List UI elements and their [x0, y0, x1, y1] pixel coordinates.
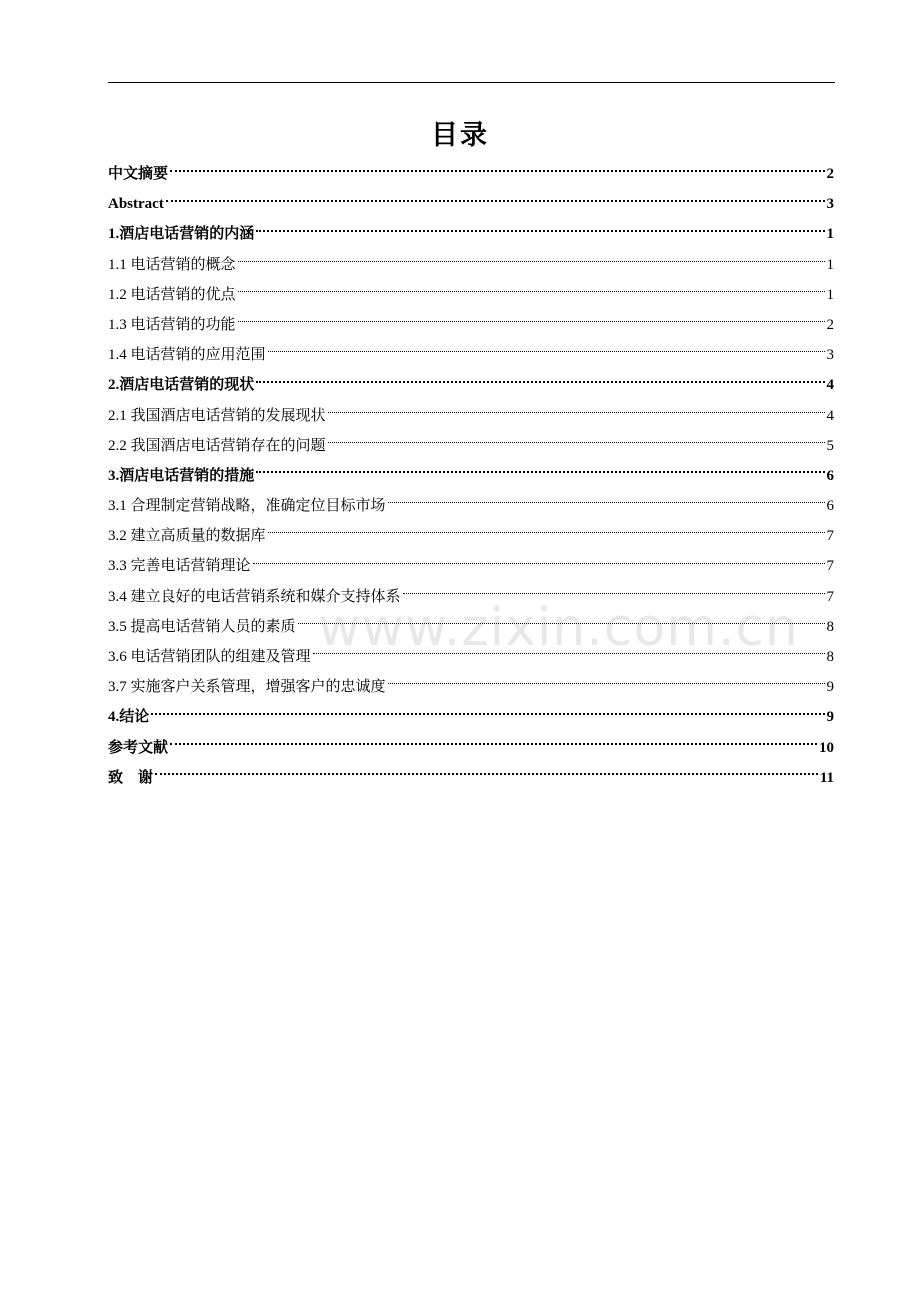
toc-dot-leader [256, 229, 824, 232]
toc-dot-leader [388, 682, 825, 684]
toc-dot-leader [238, 260, 825, 262]
toc-entry[interactable] [108, 521, 834, 551]
toc-entry[interactable] [108, 612, 834, 642]
toc-entry-label: 3.1 合理制定营销战略，准确定位目标市场 [108, 498, 386, 515]
toc-entry-label: 1.酒店电话营销的内涵 [108, 226, 255, 243]
toc-dot-leader [155, 772, 818, 775]
toc-entry-label: 参考文献 [108, 739, 169, 756]
toc-entry[interactable] [108, 763, 834, 793]
toc-entry[interactable] [108, 280, 834, 310]
toc-dot-leader [166, 199, 825, 202]
toc-entry[interactable] [108, 733, 834, 763]
toc-dot-leader [253, 562, 825, 564]
toc-entry[interactable] [108, 672, 834, 702]
toc-entry-page: 9 [826, 679, 834, 696]
toc-entry-label: 3.2 建立高质量的数据库 [108, 528, 266, 545]
toc-dot-leader [403, 592, 825, 594]
toc-entry[interactable] [108, 340, 834, 370]
toc-entry-page: 2 [826, 166, 834, 182]
toc-entry-page: 4 [826, 377, 834, 394]
toc-dot-leader [313, 652, 825, 654]
toc-entry-label: 3.酒店电话营销的措施 [108, 467, 255, 484]
toc-dot-leader [268, 350, 825, 352]
toc-entry-label: 2.酒店电话营销的现状 [108, 377, 255, 394]
toc-entry[interactable] [108, 159, 834, 189]
toc-dot-leader [256, 380, 824, 383]
toc-entry-label: 2.2 我国酒店电话营销存在的问题 [108, 437, 326, 454]
toc-entry-label: 4.结论 [108, 709, 150, 726]
toc-entry-page: 8 [826, 649, 834, 665]
toc-entry-label: 3.6 电话营销团队的组建及管理 [108, 649, 311, 665]
toc-entry[interactable] [108, 642, 834, 672]
toc-dot-leader [238, 320, 825, 322]
toc-entry-page: 10 [819, 739, 834, 756]
toc-entry-label: 致 谢 [108, 769, 154, 786]
toc-entry-label: 3.7 实施客户关系管理，增强客户的忠诚度 [108, 679, 386, 696]
toc-entry-page: 6 [826, 467, 834, 484]
toc-dot-leader [170, 742, 817, 745]
toc-dot-leader [328, 441, 825, 443]
toc-entry-page: 7 [826, 588, 834, 605]
toc-entry-page: 3 [826, 196, 834, 213]
toc-entry[interactable] [108, 431, 834, 461]
toc-entry-label: 3.4 建立良好的电话营销系统和媒介支持体系 [108, 588, 401, 605]
toc-dot-leader [256, 470, 824, 473]
table-of-contents [108, 159, 834, 793]
toc-entry-page: 1 [826, 256, 834, 273]
toc-entry-page: 7 [826, 558, 834, 575]
toc-dot-leader [238, 290, 825, 292]
toc-entry-page: 11 [819, 769, 834, 786]
watermark: www.zixin.com.cn [318, 598, 799, 658]
toc-dot-leader [170, 169, 824, 172]
toc-entry[interactable] [108, 582, 834, 612]
toc-dot-leader [328, 411, 825, 413]
toc-entry[interactable] [108, 491, 834, 521]
toc-entry-page: 1 [826, 226, 834, 243]
toc-entry-page: 9 [826, 709, 834, 726]
toc-entry[interactable] [108, 189, 834, 219]
toc-entry-label: 1.3 电话营销的功能 [108, 316, 236, 333]
toc-entry-page: 3 [826, 347, 834, 364]
toc-entry[interactable] [108, 702, 834, 732]
toc-dot-leader [298, 622, 825, 624]
header-rule [108, 82, 835, 83]
toc-entry-label: 3.5 提高电话营销人员的素质 [108, 618, 296, 635]
toc-entry[interactable] [108, 250, 834, 280]
toc-entry[interactable] [108, 401, 834, 431]
toc-entry-label: 2.1 我国酒店电话营销的发展现状 [108, 407, 326, 424]
toc-entry-label: 3.3 完善电话营销理论 [108, 558, 251, 575]
toc-entry[interactable] [108, 219, 834, 249]
toc-entry-label: 1.4 电话营销的应用范围 [108, 347, 266, 364]
toc-entry-label: 中文摘要 [108, 166, 169, 182]
toc-entry-page: 7 [826, 528, 834, 545]
toc-entry[interactable] [108, 551, 834, 581]
toc-entry-label: 1.2 电话营销的优点 [108, 286, 236, 303]
toc-dot-leader [268, 531, 825, 533]
toc-entry[interactable] [108, 461, 834, 491]
toc-entry-page: 5 [826, 437, 834, 454]
toc-dot-leader [388, 501, 825, 503]
toc-entry[interactable] [108, 310, 834, 340]
toc-entry[interactable] [108, 370, 834, 400]
page-title: 目录 [431, 120, 489, 151]
toc-dot-leader [151, 712, 824, 715]
toc-entry-page: 1 [826, 286, 834, 303]
toc-entry-page: 4 [826, 407, 834, 424]
toc-entry-label: Abstract [108, 196, 164, 213]
toc-entry-label: 1.1 电话营销的概念 [108, 256, 236, 273]
toc-entry-page: 6 [826, 498, 834, 515]
toc-entry-page: 2 [826, 316, 834, 333]
toc-entry-page: 8 [826, 618, 834, 635]
